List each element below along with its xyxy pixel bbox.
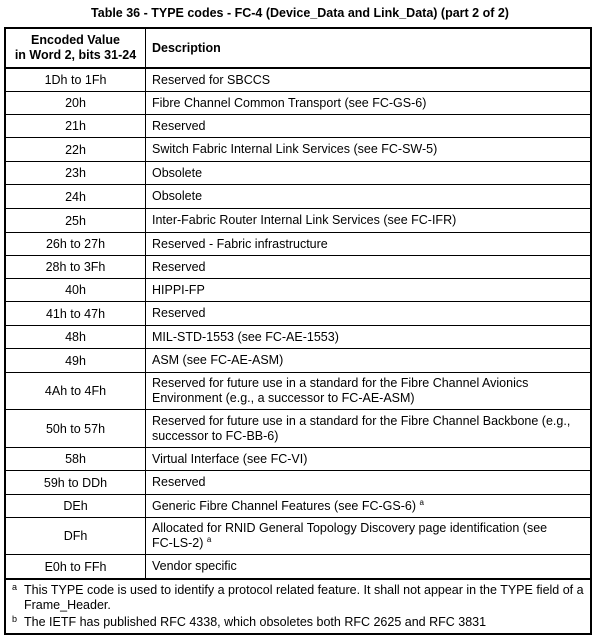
row-code: 23h (6, 162, 146, 184)
row-description-text: Virtual Interface (see FC-VI) (152, 451, 308, 466)
table-header-row (6, 29, 590, 69)
table-row (6, 137, 590, 161)
row-description (146, 115, 590, 137)
row-description-text: Obsolete (152, 165, 203, 180)
row-code: E0h to FFh (6, 555, 146, 578)
row-code: 58h (6, 448, 146, 470)
type-codes-table (4, 27, 592, 635)
row-description-line (152, 166, 202, 181)
footnote-text: Frame_Header. (24, 598, 111, 612)
row-description-text: Reserved (152, 475, 206, 489)
row-description-text: Inter-Fabric Router Internal Link Services (see FC-IFR) (152, 213, 457, 227)
row-description (146, 162, 590, 184)
table-row (6, 184, 590, 208)
row-description-line (152, 521, 547, 536)
row-description-text: FC-LS-2) (152, 536, 204, 550)
row-code: 41h to 47h (6, 302, 146, 325)
table-row (6, 447, 590, 470)
row-code: 25h (6, 209, 146, 232)
footnote (12, 583, 584, 613)
row-description-text: Obsolete (152, 189, 203, 203)
row-description-text: Reserved (152, 118, 206, 133)
row-description (146, 69, 590, 91)
row-code: 1Dh to 1Fh (6, 69, 146, 91)
row-description-line (152, 119, 206, 134)
footnote-text: This TYPE code is used to identify a protocol related feature. It shall not appear in the TYPE field of a (24, 583, 584, 597)
table-body (6, 69, 590, 578)
row-description-text: ASM (see FC-AE-ASM) (152, 353, 284, 367)
table-row (6, 69, 590, 91)
table-footnotes (6, 578, 590, 633)
row-code: 49h (6, 349, 146, 372)
row-description (146, 209, 590, 232)
table-row (6, 517, 590, 554)
row-description-line (152, 559, 237, 574)
row-description (146, 279, 590, 301)
row-description-text: Reserved - Fabric infrastructure (152, 236, 328, 251)
row-description (146, 495, 590, 517)
footnote-mark: b (12, 614, 18, 624)
row-description-line (152, 475, 206, 490)
row-code: 59h to DDh (6, 471, 146, 494)
table-row (6, 494, 590, 517)
row-code: 22h (6, 138, 146, 161)
row-description-line (152, 189, 202, 204)
table-row (6, 114, 590, 137)
row-description-line (152, 213, 456, 228)
row-description-text: Fibre Channel Common Transport (see FC-GS-6) (152, 95, 427, 110)
table-row (6, 301, 590, 325)
row-description-text: Reserved for SBCCS (152, 72, 271, 87)
row-description (146, 138, 590, 161)
footnote-ref: a (419, 497, 424, 507)
row-code: DFh (6, 518, 146, 554)
row-description-text: Reserved (152, 306, 206, 320)
row-description (146, 448, 590, 470)
footnote-text: The IETF has published RFC 4338, which obsoletes both RFC 2625 and RFC 3831 (24, 615, 487, 629)
table-row (6, 554, 590, 578)
row-description-line (152, 499, 424, 514)
table-row (6, 409, 590, 447)
row-description (146, 518, 590, 554)
table-row (6, 161, 590, 184)
table-row (6, 470, 590, 494)
row-description-line (152, 391, 528, 406)
row-description (146, 233, 590, 255)
footnote (12, 615, 584, 630)
row-description-text: Allocated for RNID General Topology Discovery page identification (see (152, 521, 548, 535)
row-description-text: HIPPI-FP (152, 282, 205, 297)
row-code: 50h to 57h (6, 410, 146, 447)
header-encoded-value-line2: in Word 2, bits 31-24 (14, 48, 137, 62)
row-description (146, 326, 590, 348)
header-encoded-value-line1: Encoded Value (31, 33, 120, 47)
footnote-mark: a (12, 582, 18, 592)
row-description-text: Environment (e.g., a successor to FC-AE-ASM) (152, 391, 415, 405)
row-description-line (152, 330, 339, 345)
row-description (146, 471, 590, 494)
table-row (6, 208, 590, 232)
header-encoded-value (6, 29, 146, 67)
table-row (6, 372, 590, 409)
row-description (146, 555, 590, 578)
row-description-line (152, 142, 437, 157)
row-description-text: Reserved for future use in a standard for the Fibre Channel Backbone (e.g., (152, 413, 571, 428)
row-description-text: Reserved (152, 259, 206, 274)
row-description-text: Generic Fibre Channel Features (see FC-GS-6) (152, 498, 416, 513)
row-code: 21h (6, 115, 146, 137)
row-description-line (152, 536, 547, 551)
row-description-line (152, 414, 570, 429)
row-code: 24h (6, 185, 146, 208)
row-code: DEh (6, 495, 146, 517)
table-row (6, 348, 590, 372)
row-description-line (152, 96, 426, 111)
row-description (146, 373, 590, 409)
row-description-text: Reserved for future use in a standard for the Fibre Channel Avionics (152, 376, 529, 390)
row-code: 4Ah to 4Fh (6, 373, 146, 409)
row-description (146, 256, 590, 278)
row-description (146, 185, 590, 208)
row-description-text: Vendor specific (152, 559, 237, 573)
row-description-line (152, 283, 205, 298)
row-description-line (152, 260, 206, 275)
row-code: 48h (6, 326, 146, 348)
row-description-text: successor to FC-BB-6) (152, 428, 279, 443)
header-description: Description (152, 40, 221, 55)
row-code: 28h to 3Fh (6, 256, 146, 278)
row-description-line (152, 353, 283, 368)
footnote-ref: a (206, 534, 212, 544)
row-description-line (152, 306, 206, 321)
row-description-text: MIL-STD-1553 (see FC-AE-1553) (152, 329, 339, 344)
row-description-line (152, 376, 528, 391)
table-row (6, 232, 590, 255)
row-description-line (152, 429, 570, 444)
table-row (6, 325, 590, 348)
row-code: 26h to 27h (6, 233, 146, 255)
table-row (6, 255, 590, 278)
row-description-line (152, 237, 328, 252)
row-description (146, 349, 590, 372)
row-description-line (152, 452, 307, 467)
row-description-line (152, 73, 270, 88)
table-caption: Table 36 - TYPE codes - FC-4 (Device_Data and Link_Data) (part 2 of 2) (91, 6, 509, 20)
table-row (6, 91, 590, 114)
row-description (146, 410, 590, 447)
row-description (146, 302, 590, 325)
table-row (6, 278, 590, 301)
row-description-text: Switch Fabric Internal Link Services (see FC-SW-5) (152, 142, 438, 156)
row-code: 40h (6, 279, 146, 301)
row-description (146, 92, 590, 114)
row-code: 20h (6, 92, 146, 114)
